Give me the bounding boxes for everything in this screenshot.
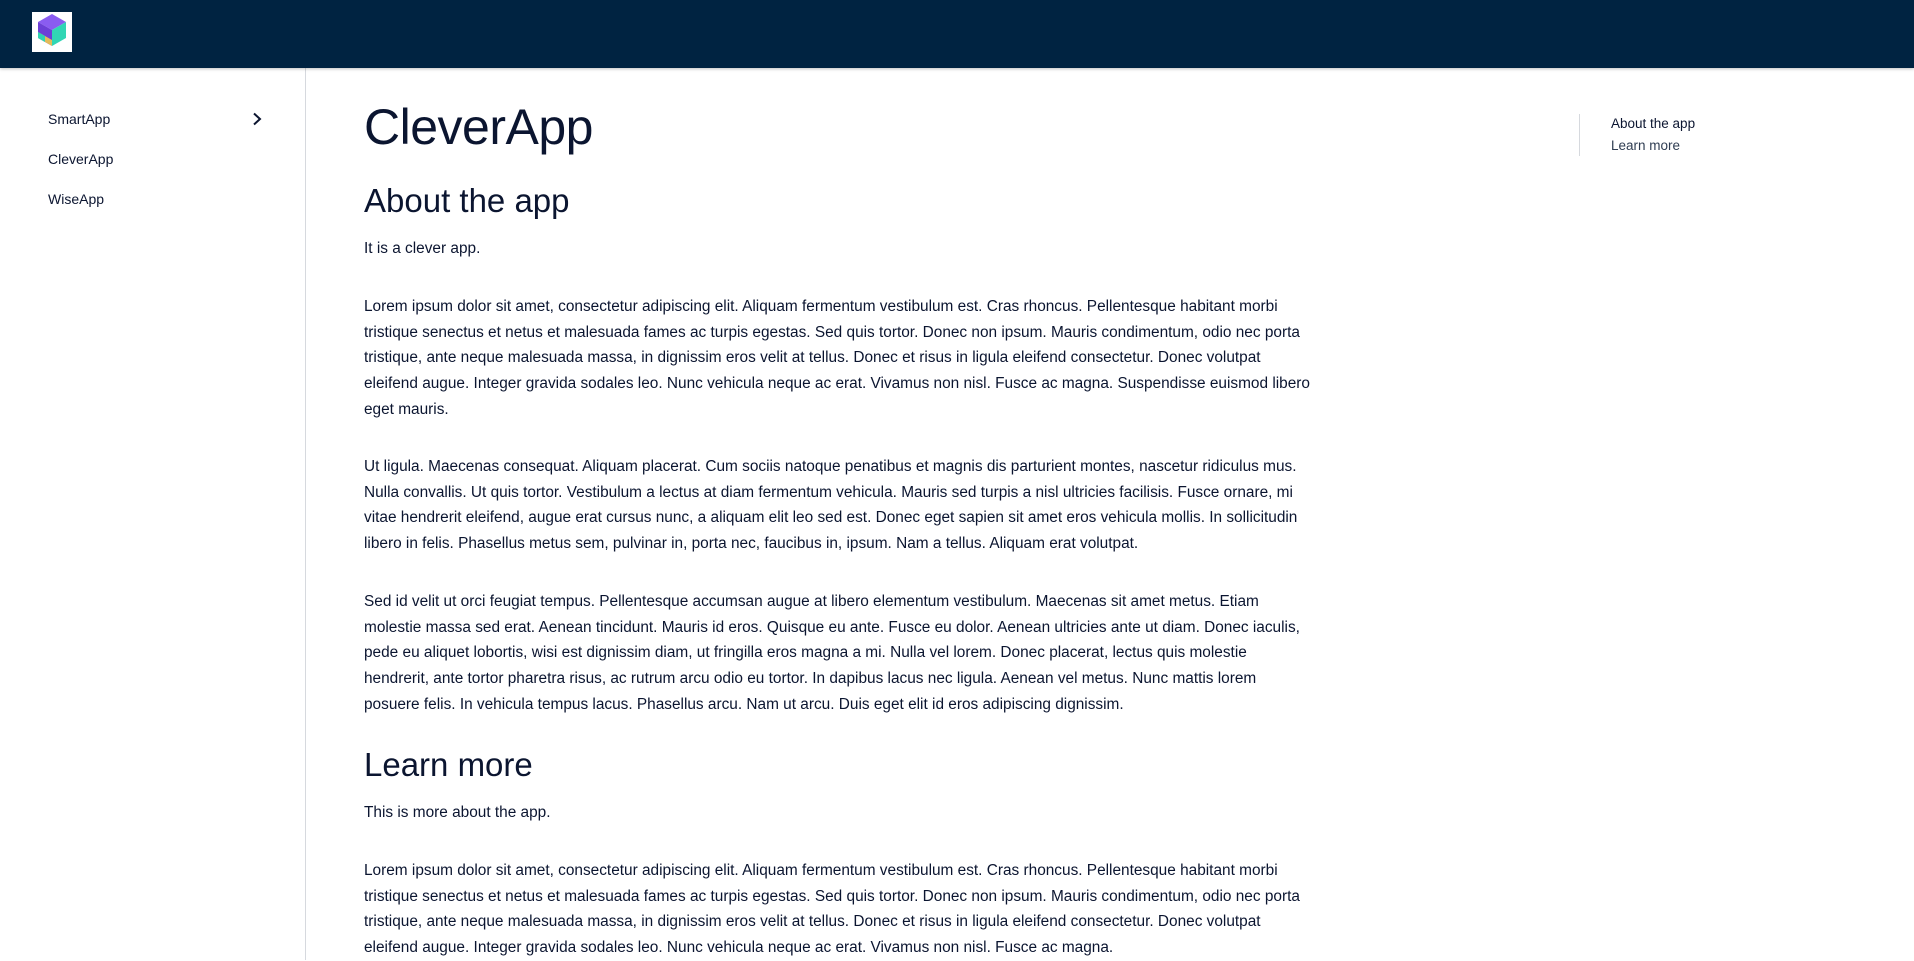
toc-link-about-the-app[interactable]: About the app — [1611, 116, 1696, 131]
table-of-contents — [1579, 114, 1839, 156]
section-paragraph: Lorem ipsum dolor sit amet, consectetur adipiscing elit. Aliquam fermentum vestibulum est. Cras rhoncus. Pellentesque habitant morbi tristique senectus et netus et malesuada fames ac turpis egestas. Sed quis tortor. Donec non ipsum. Mauris condimentum, odio nec porta tristique, ante neque malesuada massa, in dignissim eros velit at tellus. Donec et risus in ligula eleifend consectetur. Donec volutpat eleifend augue. Integer gravida sodales leo. Nunc vehicula neque ac erat. Vivamus non nisl. Fusce ac magna. Suspendisse euismod libero eget mauris. — [364, 298, 1310, 418]
page-title: CleverApp — [364, 99, 593, 155]
section-paragraph: It is a clever app. — [364, 240, 481, 257]
sidebar-item-smartapp[interactable] — [32, 102, 272, 136]
section-paragraph: This is more about the app. — [364, 804, 551, 821]
app-logo[interactable] — [32, 12, 72, 52]
section-heading-learn-more: Learn more — [364, 746, 533, 783]
section-heading-about: About the app — [364, 182, 570, 219]
chevron-right-icon[interactable] — [248, 110, 266, 128]
section-paragraph: Sed id velit ut orci feugiat tempus. Pellentesque accumsan augue at libero elementum vestibulum. Maecenas sit amet metus. Etiam molestie massa sed erat. Aenean tincidunt. Mauris id eros. Quisque eu ante. Fusce eu dolor. Aenean ultricies ante ut diam. Donec iaculis, pede eu aliquet lobortis, wisi est dignissim diam, ut fringilla eros magna a mi. Nulla vel lorem. Donec placerat, lectus quis molestie hendrerit, ante tortor pharetra risus, ac rutrum arcu odio eu tortor. In dapibus lacus nec ligula. Aenean vel metus. Nunc mattis lorem posuere felis. In vehicula tempus lacus. Phasellus arcu. Nam ut arcu. Duis eget elit id eros adipiscing dignissim. — [364, 593, 1300, 713]
section-paragraph: Lorem ipsum dolor sit amet, consectetur adipiscing elit. Aliquam fermentum vestibulum est. Cras rhoncus. Pellentesque habitant morbi tristique senectus et netus et malesuada fames ac turpis egestas. Sed quis tortor. Donec non ipsum. Mauris condimentum, odio nec porta tristique, ante neque malesuada massa, in dignissim eros velit at tellus. Donec et risus in ligula eleifend consectetur. Donec volutpat eleifend augue. Integer gravida sodales leo. Nunc vehicula neque ac erat. Vivamus non nisl. Fusce ac magna. — [364, 862, 1300, 957]
sidebar-item-wiseapp[interactable] — [32, 182, 272, 216]
section-paragraph: Ut ligula. Maecenas consequat. Aliquam placerat. Cum sociis natoque penatibus et magnis dis parturient montes, nascetur ridiculus mus. Nulla convallis. Ut quis tortor. Vestibulum a lectus at diam fermentum vehicula. Mauris sed turpis a nisl ultricies facilisis. Fusce ornare, mi vitae hendrerit eleifend, augue erat cursus nunc, a aliquam elit leo sed est. Donec eget sapien sit amet eros vehicula mollis. In sollicitudin libero in felis. Phasellus metus sem, pulvinar in, porta nec, faucibus in, ipsum. Nam a tellus. Aliquam erat volutpat. — [364, 458, 1298, 553]
sidebar-item-cleverapp[interactable] — [32, 142, 272, 176]
sidebar-item-label: WiseApp — [48, 191, 105, 207]
cube-logo-icon — [37, 13, 67, 52]
toc-link-learn-more[interactable]: Learn more — [1611, 138, 1681, 153]
sidebar-navigation — [0, 68, 306, 960]
top-navigation-bar — [0, 0, 1914, 68]
sidebar-item-label: CleverApp — [48, 151, 114, 167]
sidebar-item-label: SmartApp — [48, 111, 111, 127]
